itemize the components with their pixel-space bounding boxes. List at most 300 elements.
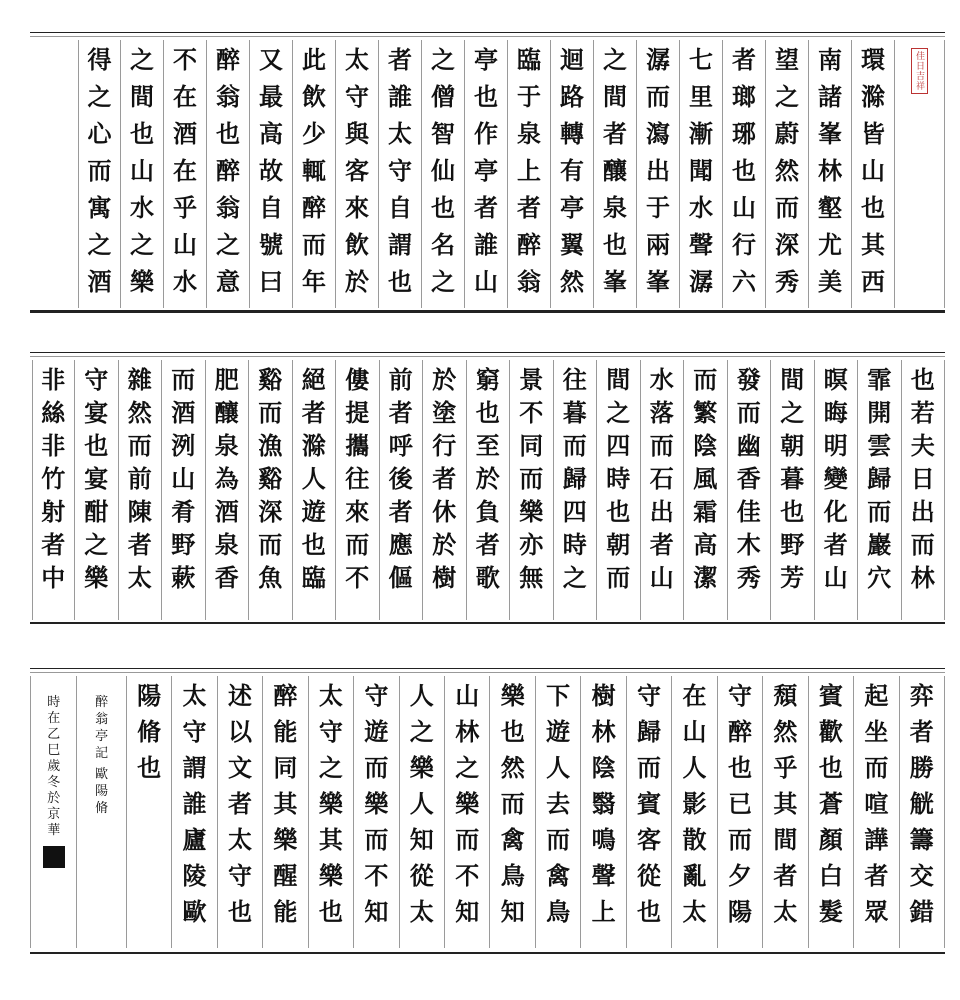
text-column	[293, 40, 336, 308]
character: 客	[637, 825, 662, 854]
character: 開	[867, 398, 892, 427]
character: 於	[432, 530, 457, 559]
character: 其	[861, 230, 885, 259]
text-column	[75, 360, 119, 620]
character: 遊	[364, 717, 389, 746]
character: 香	[736, 464, 761, 493]
text-column	[207, 40, 250, 308]
character: 知	[409, 825, 434, 854]
character: 遊	[546, 717, 571, 746]
top-border-inner	[30, 672, 945, 673]
character: 人	[682, 753, 707, 782]
character: 人	[409, 681, 434, 710]
character: 芳	[780, 563, 805, 592]
character: 山	[171, 464, 196, 493]
character: 而	[649, 431, 674, 460]
character: 錯	[909, 897, 934, 926]
character: 也	[910, 365, 935, 394]
character: 行	[732, 230, 756, 259]
character: 而	[364, 753, 389, 782]
character: 其	[318, 825, 343, 854]
character: 之	[780, 398, 805, 427]
character: 歐	[95, 767, 109, 782]
text-column	[854, 676, 899, 948]
character: 樂	[273, 825, 298, 854]
character: 山	[474, 267, 498, 296]
character: 者	[388, 398, 413, 427]
character: 巖	[867, 530, 892, 559]
text-column	[249, 360, 293, 620]
character: 山	[861, 156, 885, 185]
character: 樂	[84, 563, 109, 592]
character: 而	[171, 365, 196, 394]
character: 文	[227, 753, 252, 782]
text-columns	[30, 360, 945, 620]
character: 也	[227, 897, 252, 926]
character: 朝	[606, 530, 631, 559]
character: 蔌	[171, 563, 196, 592]
character: 佳	[736, 497, 761, 526]
character: 乎	[173, 193, 197, 222]
text-column	[78, 40, 121, 308]
character: 陽	[727, 897, 752, 926]
character: 者	[773, 861, 798, 890]
character: 出	[649, 497, 674, 526]
character: 酒	[171, 398, 196, 427]
character: 誰	[182, 789, 207, 818]
character: 亭	[474, 156, 498, 185]
character: 南	[818, 45, 842, 74]
character: 鳥	[500, 861, 525, 890]
text-column	[490, 676, 535, 948]
character: 也	[130, 119, 154, 148]
character: 于	[517, 82, 541, 111]
character: 不	[519, 398, 544, 427]
text-columns	[30, 676, 945, 948]
text-column	[728, 360, 772, 620]
character: 其	[273, 789, 298, 818]
character: 水	[130, 193, 154, 222]
character: 也	[431, 193, 455, 222]
text-column	[551, 40, 594, 308]
character: 而	[87, 156, 112, 185]
character: 太	[345, 45, 369, 74]
character: 守	[727, 681, 752, 710]
text-column	[336, 40, 379, 308]
character: 行	[432, 431, 457, 460]
character: 號	[259, 230, 283, 259]
character: 守	[182, 717, 207, 746]
character: 間	[603, 82, 627, 111]
text-column	[400, 676, 445, 948]
character: 而	[500, 789, 525, 818]
character: 而	[127, 431, 152, 460]
character: 然	[560, 267, 584, 296]
character: 路	[560, 82, 584, 111]
character: 然	[127, 398, 152, 427]
character: 翼	[560, 230, 584, 259]
character: 人	[301, 464, 326, 493]
character: 籌	[909, 825, 934, 854]
character: 也	[780, 497, 805, 526]
character: 者	[864, 861, 889, 890]
character: 影	[682, 789, 707, 818]
character: 者	[388, 45, 412, 74]
character: 也	[388, 267, 412, 296]
character: 翁	[216, 82, 240, 111]
character: 年	[302, 267, 326, 296]
character: 而	[736, 398, 761, 427]
character: 望	[775, 45, 799, 74]
character: 聲	[591, 861, 616, 890]
text-column	[121, 40, 164, 308]
character: 飲	[302, 82, 326, 111]
character: 而	[910, 530, 935, 559]
character: 飲	[345, 230, 369, 259]
character: 知	[455, 897, 480, 926]
character: 僂	[345, 365, 370, 394]
character: 之	[775, 82, 799, 111]
character: 亭	[95, 729, 109, 744]
character: 秀	[736, 563, 761, 592]
character: 脩	[137, 717, 162, 746]
character: 谿	[258, 365, 283, 394]
character: 而	[606, 563, 631, 592]
character: 誰	[388, 82, 412, 111]
character: 暮	[562, 398, 587, 427]
character: 間	[773, 825, 798, 854]
character: 之	[84, 530, 109, 559]
text-column	[293, 360, 337, 620]
character: 肥	[214, 365, 239, 394]
character: 此	[302, 45, 326, 74]
character: 林	[591, 717, 616, 746]
character: 太	[409, 897, 434, 926]
character: 山	[649, 563, 674, 592]
character: 之	[87, 230, 112, 259]
character: 名	[431, 230, 455, 259]
character: 也	[861, 193, 885, 222]
character: 尤	[818, 230, 842, 259]
character: 也	[732, 156, 756, 185]
text-columns	[30, 40, 945, 308]
text-column	[422, 40, 465, 308]
character: 而	[258, 530, 283, 559]
text-column	[809, 676, 854, 948]
text-column	[581, 676, 626, 948]
character: 傴	[388, 563, 413, 592]
character: 時	[606, 464, 631, 493]
character: 知	[364, 897, 389, 926]
character: 不	[455, 861, 480, 890]
character: 暝	[823, 365, 848, 394]
character: 泉	[603, 193, 627, 222]
character: 輒	[302, 156, 326, 185]
character: 漸	[689, 119, 713, 148]
character: 于	[646, 193, 670, 222]
character: 谿	[258, 464, 283, 493]
character: 明	[823, 431, 848, 460]
character: 負	[475, 497, 500, 526]
text-column	[379, 40, 422, 308]
character: 遊	[301, 497, 326, 526]
character: 歐	[182, 897, 207, 926]
character: 潺	[646, 45, 670, 74]
character: 樂	[364, 789, 389, 818]
character: 塗	[432, 398, 457, 427]
signature-column	[30, 676, 77, 948]
character: 朝	[780, 431, 805, 460]
character: 以	[227, 717, 252, 746]
character: 下	[546, 681, 571, 710]
character: 諸	[818, 82, 842, 111]
character: 意	[216, 267, 240, 296]
text-column	[858, 360, 902, 620]
character: 散	[682, 825, 707, 854]
character: 西	[861, 267, 885, 296]
character: 仙	[431, 156, 455, 185]
character: 出	[646, 156, 670, 185]
character: 晦	[823, 398, 848, 427]
text-column	[902, 360, 946, 620]
character: 陳	[127, 497, 152, 526]
character: 里	[689, 82, 713, 111]
character: 者	[649, 530, 674, 559]
character: 前	[127, 464, 152, 493]
top-border	[30, 352, 945, 353]
character: 守	[345, 82, 369, 111]
character: 者	[388, 497, 413, 526]
character: 繁	[693, 398, 718, 427]
character: 休	[432, 497, 457, 526]
character: 醉	[273, 681, 298, 710]
character: 往	[345, 464, 370, 493]
character: 坐	[864, 717, 889, 746]
character: 鳴	[591, 825, 616, 854]
character: 之	[409, 717, 434, 746]
text-column	[815, 360, 859, 620]
character: 日	[910, 464, 935, 493]
character: 勝	[909, 753, 934, 782]
character: 魚	[258, 563, 283, 592]
character: 而	[775, 193, 799, 222]
character: 野	[780, 530, 805, 559]
character: 樂	[130, 267, 154, 296]
artist-seal-icon	[43, 846, 65, 868]
character: 落	[649, 398, 674, 427]
character: 者	[603, 119, 627, 148]
character: 陽	[137, 681, 162, 710]
character: 上	[517, 156, 541, 185]
character: 之	[130, 230, 154, 259]
character: 巳	[47, 743, 61, 758]
character: 人	[546, 753, 571, 782]
character: 者	[41, 530, 66, 559]
character: 間	[606, 365, 631, 394]
character: 亦	[519, 530, 544, 559]
character: 為	[214, 464, 239, 493]
character: 守	[227, 861, 252, 890]
character: 脩	[95, 801, 109, 816]
character: 非	[41, 365, 66, 394]
text-column	[336, 360, 380, 620]
character: 滁	[301, 431, 326, 460]
character: 記	[95, 746, 109, 761]
character: 非	[41, 431, 66, 460]
character: 述	[227, 681, 252, 710]
character: 之	[431, 267, 455, 296]
character: 秀	[775, 267, 799, 296]
character: 七	[689, 45, 713, 74]
character: 太	[227, 825, 252, 854]
character: 潺	[689, 267, 713, 296]
character: 聲	[689, 230, 713, 259]
character: 者	[474, 193, 498, 222]
character: 而	[867, 497, 892, 526]
character: 應	[388, 530, 413, 559]
character: 木	[736, 530, 761, 559]
character: 交	[909, 861, 934, 890]
character: 弈	[909, 681, 934, 710]
character: 歸	[867, 464, 892, 493]
text-column	[718, 676, 763, 948]
top-border	[30, 668, 945, 669]
character: 也	[606, 497, 631, 526]
character: 謂	[388, 230, 412, 259]
character: 鳥	[546, 897, 571, 926]
text-column	[641, 360, 685, 620]
character: 在	[47, 711, 61, 726]
text-column	[263, 676, 308, 948]
character: 也	[475, 398, 500, 427]
character: 蔚	[775, 119, 799, 148]
character: 醉	[302, 193, 326, 222]
character: 太	[388, 119, 412, 148]
character: 變	[823, 464, 848, 493]
character: 迴	[560, 45, 584, 74]
character: 聞	[689, 156, 713, 185]
character: 山	[455, 681, 480, 710]
character: 歡	[818, 717, 843, 746]
character: 若	[910, 398, 935, 427]
text-column	[597, 360, 641, 620]
character: 高	[259, 119, 283, 148]
character: 歲	[47, 759, 61, 774]
character: 泉	[214, 530, 239, 559]
seal-column	[895, 40, 945, 308]
character: 守	[84, 365, 109, 394]
text-column	[467, 360, 511, 620]
character: 香	[214, 563, 239, 592]
text-column	[554, 360, 598, 620]
character: 在	[173, 82, 197, 111]
character: 不	[173, 45, 197, 74]
character: 而	[637, 753, 662, 782]
character: 樹	[591, 681, 616, 710]
character: 山	[682, 717, 707, 746]
scroll-panel-2	[30, 352, 945, 632]
character: 中	[41, 563, 66, 592]
character: 林	[818, 156, 842, 185]
character: 雲	[867, 431, 892, 460]
character: 翁	[216, 193, 240, 222]
character: 間	[130, 82, 154, 111]
character: 之	[431, 45, 455, 74]
character: 者	[517, 193, 541, 222]
character: 從	[409, 861, 434, 890]
character: 京	[47, 807, 61, 822]
character: 陰	[693, 431, 718, 460]
character: 之	[318, 753, 343, 782]
character: 作	[474, 119, 498, 148]
character: 醉	[216, 156, 240, 185]
text-column	[766, 40, 809, 308]
character: 發	[736, 365, 761, 394]
text-column	[172, 676, 217, 948]
character: 守	[318, 717, 343, 746]
character: 也	[727, 753, 752, 782]
leisure-seal: 佳日吉祥	[911, 48, 928, 94]
bottom-border	[30, 622, 945, 624]
character: 醉	[216, 45, 240, 74]
text-column	[162, 360, 206, 620]
character: 宴	[84, 398, 109, 427]
character: 風	[693, 464, 718, 493]
character: 而	[562, 431, 587, 460]
character: 環	[861, 45, 885, 74]
character: 也	[474, 82, 498, 111]
character: 在	[682, 681, 707, 710]
character: 水	[689, 193, 713, 222]
character: 知	[500, 897, 525, 926]
character: 射	[41, 497, 66, 526]
text-column	[309, 676, 354, 948]
character: 竹	[41, 464, 66, 493]
text-column	[32, 360, 76, 620]
character: 者	[432, 464, 457, 493]
character: 而	[546, 825, 571, 854]
text-column	[423, 360, 467, 620]
text-column	[852, 40, 895, 308]
character: 雜	[127, 365, 152, 394]
text-column	[218, 676, 263, 948]
character: 太	[182, 681, 207, 710]
character: 臨	[517, 45, 541, 74]
character: 於	[475, 464, 500, 493]
character: 之	[603, 45, 627, 74]
character: 出	[910, 497, 935, 526]
character: 高	[693, 530, 718, 559]
character: 守	[388, 156, 412, 185]
character: 美	[818, 267, 842, 296]
text-column	[510, 360, 554, 620]
character: 誰	[474, 230, 498, 259]
character: 樂	[500, 681, 525, 710]
character: 而	[727, 825, 752, 854]
character: 上	[591, 897, 616, 926]
character: 泉	[517, 119, 541, 148]
character: 不	[364, 861, 389, 890]
character: 於	[432, 365, 457, 394]
character: 宴	[84, 464, 109, 493]
character: 在	[173, 156, 197, 185]
character: 無	[519, 563, 544, 592]
text-column	[445, 676, 490, 948]
character: 髮	[818, 897, 843, 926]
character: 人	[409, 789, 434, 818]
character: 同	[519, 431, 544, 460]
character: 於	[345, 267, 369, 296]
